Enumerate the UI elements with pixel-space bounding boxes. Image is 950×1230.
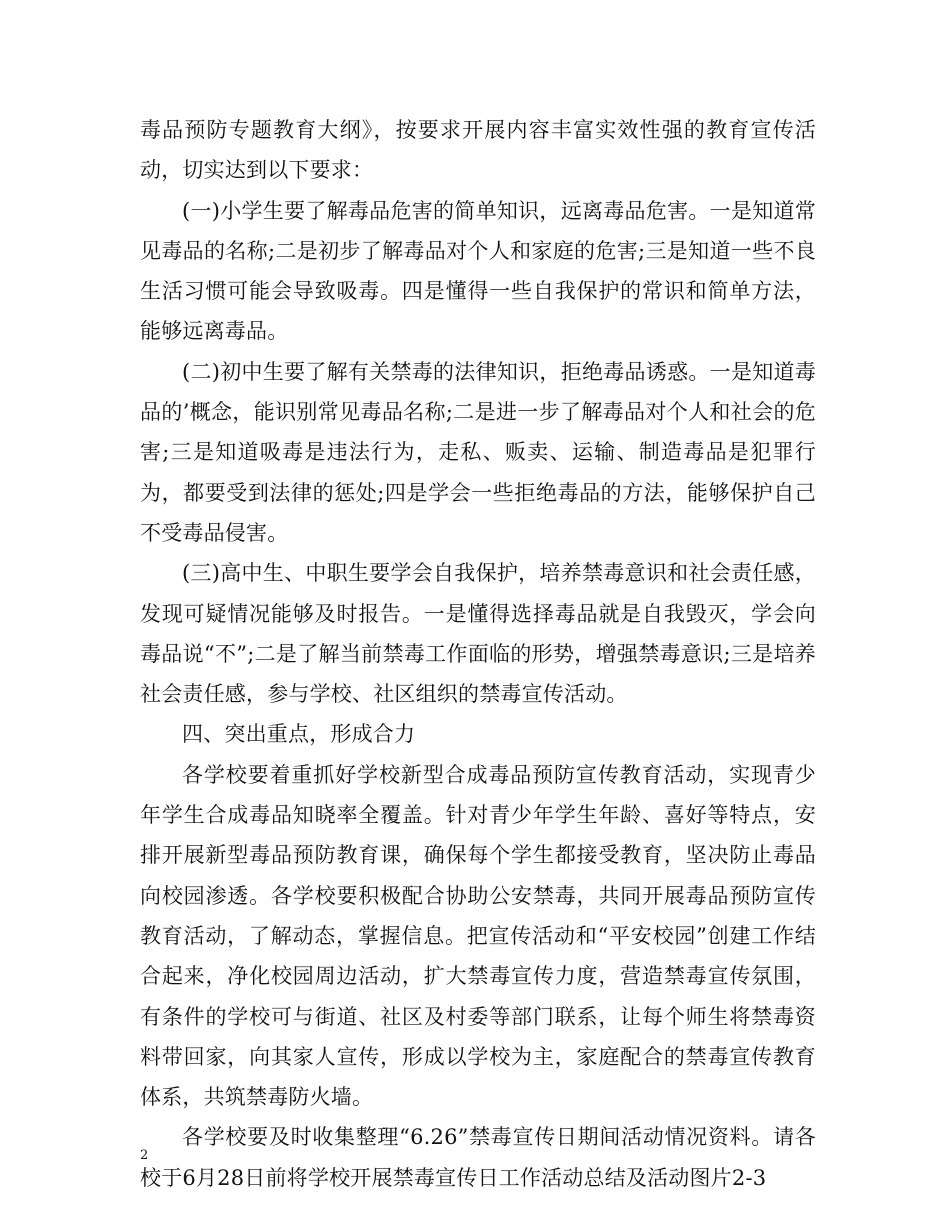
paragraph-senior-high: (三)高中生、中职生要学会自我保护，培养禁毒意识和社会责任感，发现可疑情况能够及时报告。一是懂得选择毒品就是自我毁灭，学会向毒品说“不”;二是了解当前禁毒工作面临的形势，增强禁毒意识;三是培养社会责任感，参与学校、社区组织的禁毒宣传活动。: [140, 561, 816, 707]
paragraph-primary-school: (一)小学生要了解毒品危害的简单知识，远离毒品危害。一是知道常见毒品的名称;二是初步了解毒品对个人和家庭的危害;三是知道一些不良生活习惯可能会导致吸毒。四是懂得一些自我保护的常识和简单方法，能够远离毒品。: [140, 198, 816, 344]
paragraph-collection-request: 各学校要及时收集整理“6.26”禁毒宣传日期间活动情况资料。请各校于6月28日前将学校开展禁毒宣传日工作活动总结及活动图片2-3: [140, 1125, 816, 1190]
page-number: 2: [140, 1148, 149, 1163]
paragraph-intro-continued: 毒品预防专题教育大纲》，按要求开展内容丰富实效性强的教育宣传活动，切实达到以下要求：: [140, 118, 816, 183]
paragraph-school-activities: 各学校要着重抓好学校新型合成毒品预防宣传教育活动，实现青少年学生合成毒品知晓率全覆盖。针对青少年学生年龄、喜好等特点，安排开展新型毒品预防教育课，确保每个学生都接受教育，坚决防止毒品向校园渗透。各学校要积极配合协助公安禁毒，共同开展毒品预防宣传教育活动，了解动态，掌握信息。把宣传活动和“平安校园”创建工作结合起来，净化校园周边活动，扩大禁毒宣传力度，营造禁毒宣传氛围，有条件的学校可与街道、社区及村委等部门联系，让每个师生将禁毒资料带回家，向其家人宣传，形成以学校为主，家庭配合的禁毒宣传教育体系，共筑禁毒防火墙。: [140, 762, 816, 1110]
document-body: [140, 110, 816, 1198]
paragraph-junior-high: (二)初中生要了解有关禁毒的法律知识，拒绝毒品诱惑。一是知道毒品的’概念，能识别常见毒品名称;二是进一步了解毒品对个人和社会的危害;三是知道吸毒是违法行为，走私、贩卖、运输、制造毒品是犯罪行为，都要受到法律的惩处;四是学会一些拒绝毒品的方法，能够保护自己不受毒品侵害。: [140, 359, 816, 545]
section-heading-four: 四、突出重点，形成合力: [182, 722, 416, 747]
